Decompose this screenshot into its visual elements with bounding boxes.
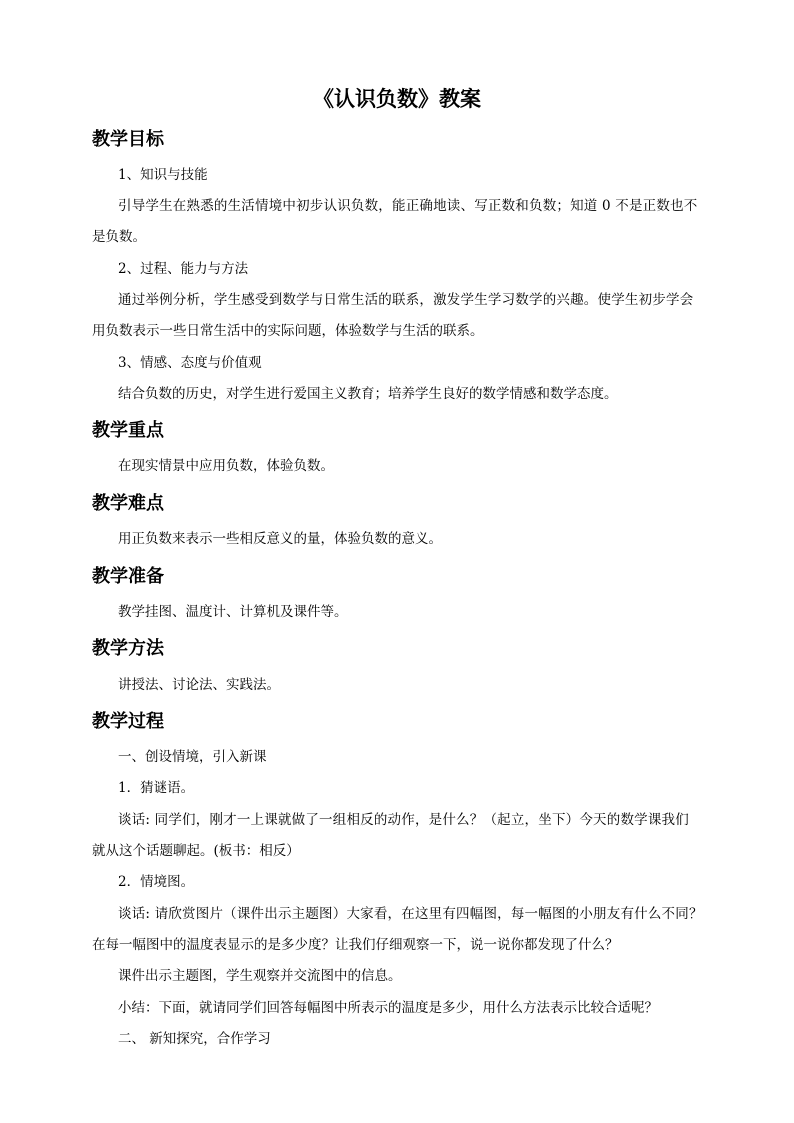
process-step-1-2-text-line-1: 谈话: 请欣赏图片（课件出示主题图）大家看，在这里有四幅图，每一幅图的小朋友有什么不同？	[118, 906, 703, 922]
heading-preparation: 教学准备	[92, 566, 164, 587]
difficulties-text: 用正负数来表示一些相反意义的量，体验负数的意义。	[118, 531, 442, 547]
heading-teaching-goals: 教学目标	[92, 129, 164, 150]
goal-item-2-text-line-1: 通过举例分析，学生感受到数学与日常生活的联系，激发学生学习数学的兴趣。使学生初步学会	[118, 292, 694, 308]
process-step-2: 二、 新知探究，合作学习	[118, 1031, 271, 1047]
document-title: 《认识负数》教案	[313, 86, 481, 111]
goal-item-3: 3、情感、态度与价值观	[118, 355, 262, 371]
process-step-1-2-text-line-2: 在每一幅图中的温度表显示的是多少度？让我们仔细观察一下，说一说你都发现了什么？	[92, 937, 619, 953]
key-points-text: 在现实情景中应用负数，体验负数。	[118, 458, 334, 474]
heading-process: 教学过程	[92, 711, 164, 732]
goal-item-2-text-line-2: 用负数表示一些日常生活中的实际问题，体验数学与生活的联系。	[92, 323, 484, 339]
methods-text: 讲授法、讨论法、实践法。	[118, 677, 280, 693]
goal-item-1-text-line-1: 引导学生在熟悉的生活情境中初步认识负数，能正确地读、写正数和负数；知道 0 不是正数也不	[118, 198, 698, 214]
process-step-1: 一、创设情境，引入新课	[118, 749, 267, 765]
process-step-1-2-text-line-4: 小结：下面，就请同学们回答每幅图中所表示的温度是多少，用什么方法表示比较合适呢？	[118, 1000, 658, 1016]
goal-item-1-text-line-2: 是负数。	[92, 229, 146, 245]
process-step-1-1-text-line-1: 谈话: 同学们，刚才一上课就做了一组相反的动作，是什么？（起立，坐下）今天的数学课我们	[118, 812, 689, 828]
goal-item-2: 2、过程、能力与方法	[118, 261, 249, 277]
heading-difficulties: 教学难点	[92, 493, 164, 514]
preparation-text: 教学挂图、温度计、计算机及课件等。	[118, 604, 348, 620]
process-step-1-1: 1．猜谜语。	[118, 780, 195, 796]
process-step-1-1-text-line-2: 就从这个话题聊起。(板书：相反）	[92, 843, 300, 859]
heading-key-points: 教学重点	[92, 420, 164, 441]
process-step-1-2: 2．情境图。	[118, 874, 195, 890]
heading-methods: 教学方法	[92, 638, 164, 659]
process-step-1-2-text-line-3: 课件出示主题图，学生观察并交流图中的信息。	[118, 968, 402, 984]
goal-item-3-text: 结合负数的历史，对学生进行爱国主义教育；培养学生良好的数学情感和数学态度。	[118, 386, 618, 402]
goal-item-1: 1、知识与技能	[118, 167, 208, 183]
